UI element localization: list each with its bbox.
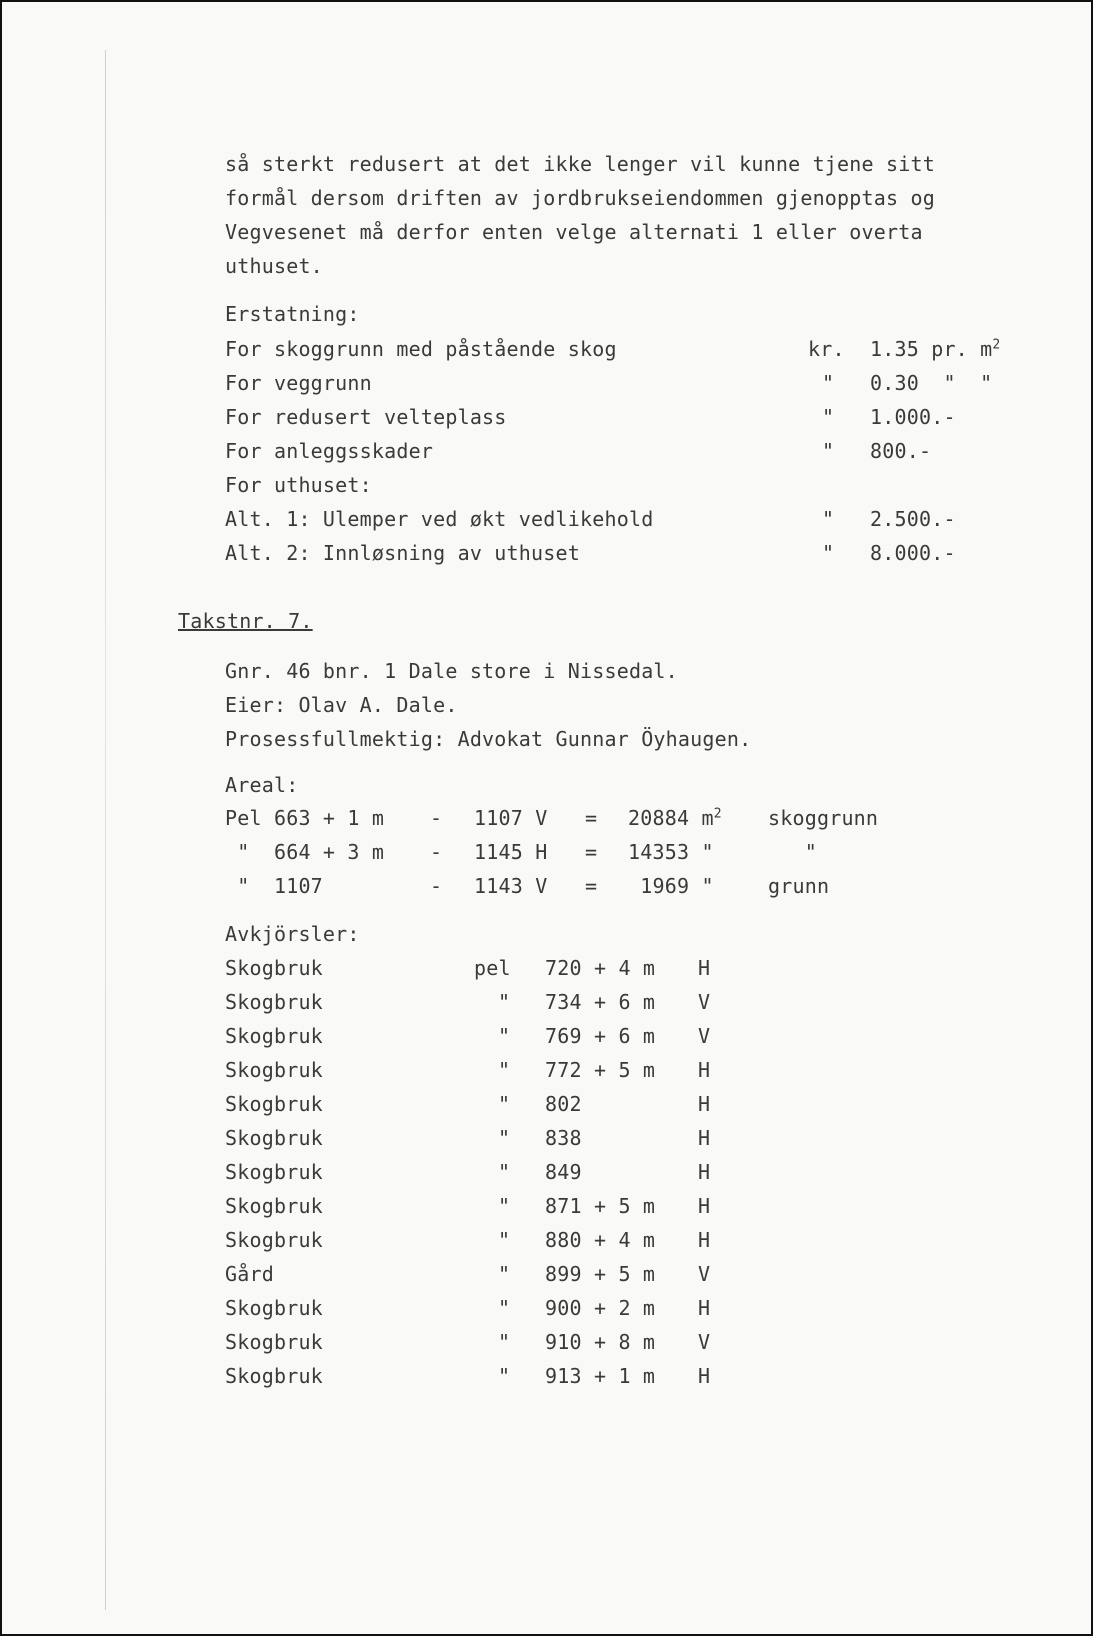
avkjorsel-pel: pel [474,956,511,980]
avkjorsel-pos: 849 [545,1160,582,1184]
avkjorsel-pos: 772 + 5 m [545,1058,656,1082]
intro-line: Vegvesenet må derfor enten velge alternati 1 eller overta [225,220,923,244]
avkjorsel-pel: " [498,1194,511,1218]
areal-kind: " [768,840,817,864]
avkjorsel-side: V [698,1262,711,1286]
areal-dash: - [430,840,443,864]
intro-line: så sterkt redusert at det ikke lenger vil kunne tjene sitt [225,152,935,176]
erstatning-label: For skoggrunn med påstående skog [225,337,617,361]
takst-heading: Takstnr. 7. [178,609,313,633]
erstatning-amount: 1.35 pr. $m^2$ [870,337,1001,361]
avkjorsel-pel: " [498,1092,511,1116]
erstatning-label: For veggrunn [225,371,372,395]
erstatning-amount: 8.000.- [870,541,956,565]
avkjorsel-side: V [698,990,711,1014]
avkjorsel-type: Skogbruk [225,1364,323,1388]
avkjorsel-type: Skogbruk [225,1024,323,1048]
avkjorsel-pel: " [498,1262,511,1286]
erstatning-amount: 800.- [870,439,932,463]
avkjorsel-type: Skogbruk [225,956,323,980]
takst-line: Gnr. 46 bnr. 1 Dale store i Nissedal. [225,659,678,683]
avkjorsel-side: H [698,1092,711,1116]
avkjorsel-pos: 880 + 4 m [545,1228,656,1252]
avkjorsel-pel: " [498,1330,511,1354]
avkjorsel-type: Skogbruk [225,1228,323,1252]
avkjorsel-type: Gård [225,1262,274,1286]
areal-dash: - [430,874,443,898]
erstatning-heading: Erstatning: [225,302,360,326]
avkjorsel-pos: 910 + 8 m [545,1330,656,1354]
avkjorsel-side: H [698,1160,711,1184]
avkjorsel-side: V [698,1024,711,1048]
avkjorsel-type: Skogbruk [225,1296,323,1320]
areal-dash: - [430,806,443,830]
avkjorsel-pos: 899 + 5 m [545,1262,656,1286]
avkjorsel-side: H [698,1296,711,1320]
avkjorsel-side: H [698,1194,711,1218]
avkjorsel-pos: 900 + 2 m [545,1296,656,1320]
avkjorsel-side: H [698,1228,711,1252]
avkjorsel-type: Skogbruk [225,1330,323,1354]
avkjorsel-pel: " [498,1058,511,1082]
avkjorsel-type: Skogbruk [225,1058,323,1082]
intro-line: formål dersom driften av jordbrukseiendommen gjenopptas og [225,186,935,210]
avkjorsel-type: Skogbruk [225,990,323,1014]
erstatning-prefix: " [822,541,835,565]
areal-heading: Areal: [225,773,299,797]
areal-kind: skoggrunn [768,806,879,830]
avkjorsel-type: Skogbruk [225,1092,323,1116]
avkjorsel-pel: " [498,1160,511,1184]
erstatning-amount: 1.000.- [870,405,956,429]
intro-line: uthuset. [225,254,323,278]
erstatning-label: For uthuset: [225,473,372,497]
avkjorsel-side: H [698,1364,711,1388]
avkjorsel-pos: 871 + 5 m [545,1194,656,1218]
areal-to: 1143 V [474,874,548,898]
areal-pel: " 664 + 3 m [225,840,385,864]
avkjorsel-pel: " [498,1024,511,1048]
avkjorsel-pos: 769 + 6 m [545,1024,656,1048]
left-margin-line [105,50,106,1610]
areal-equals: = [585,874,598,898]
avkjorsel-pos: 913 + 1 m [545,1364,656,1388]
erstatning-prefix: " [822,507,835,531]
areal-to: 1145 H [474,840,548,864]
areal-equals: = [585,806,598,830]
avkjorsel-type: Skogbruk [225,1194,323,1218]
areal-kind: grunn [768,874,830,898]
areal-pel: Pel 663 + 1 m [225,806,385,830]
areal-to: 1107 V [474,806,548,830]
erstatning-prefix: " [822,405,835,429]
avkjorsel-pel: " [498,1228,511,1252]
avkjorsel-pel: " [498,990,511,1014]
erstatning-label: Alt. 2: Innløsning av uthuset [225,541,580,565]
erstatning-amount: 0.30 " " [870,371,993,395]
avkjorsel-pos: 802 [545,1092,582,1116]
areal-pel: " 1107 [225,874,323,898]
avkjorsel-side: H [698,1126,711,1150]
erstatning-prefix: " [822,371,835,395]
erstatning-prefix: " [822,439,835,463]
areal-area: 14353 " [628,840,714,864]
erstatning-label: Alt. 1: Ulemper ved økt vedlikehold [225,507,654,531]
avkjorsel-pel: " [498,1126,511,1150]
avkjorsel-type: Skogbruk [225,1160,323,1184]
avkjorsel-pos: 838 [545,1126,582,1150]
takst-line: Eier: Olav A. Dale. [225,693,458,717]
erstatning-label: For anleggsskader [225,439,434,463]
areal-area: 20884 $m^2$ [628,806,722,830]
avkjorsler-heading: Avkjörsler: [225,922,360,946]
avkjorsel-side: H [698,956,711,980]
avkjorsel-pos: 734 + 6 m [545,990,656,1014]
avkjorsel-pel: " [498,1364,511,1388]
erstatning-label: For redusert velteplass [225,405,507,429]
avkjorsel-side: H [698,1058,711,1082]
takst-line: Prosessfullmektig: Advokat Gunnar Öyhaugen. [225,727,752,751]
avkjorsel-type: Skogbruk [225,1126,323,1150]
areal-equals: = [585,840,598,864]
avkjorsel-side: V [698,1330,711,1354]
erstatning-prefix: kr. [808,337,845,361]
areal-area: 1969 " [628,874,714,898]
avkjorsel-pos: 720 + 4 m [545,956,656,980]
erstatning-amount: 2.500.- [870,507,956,531]
avkjorsel-pel: " [498,1296,511,1320]
